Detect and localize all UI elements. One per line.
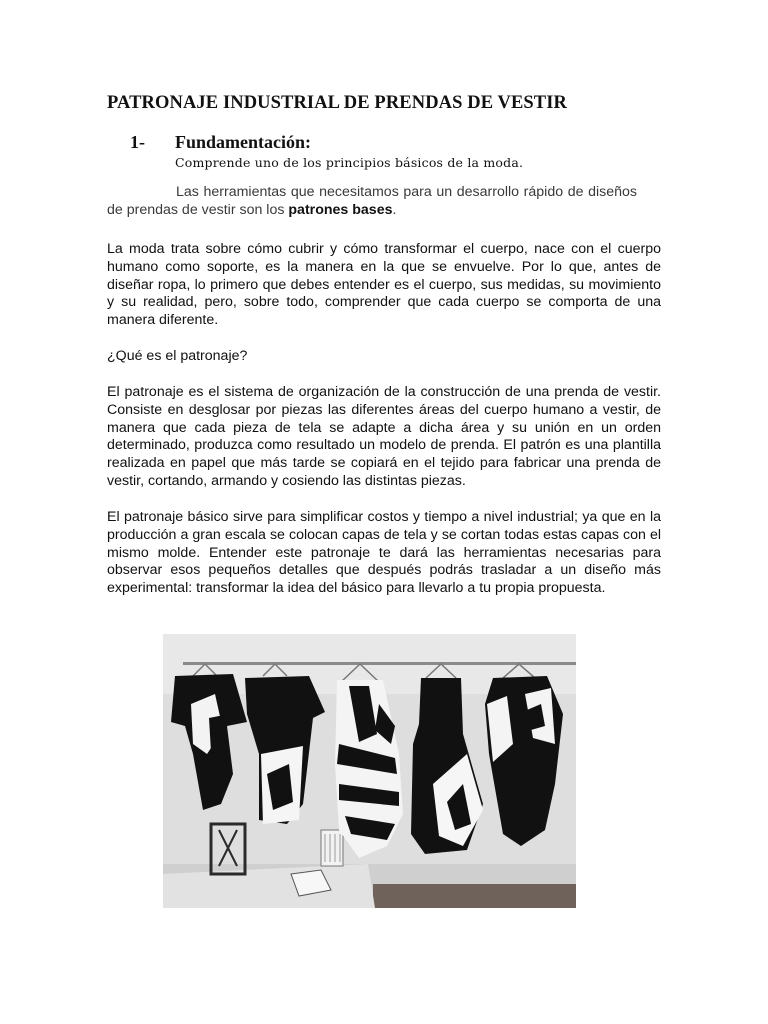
intro-bold-term: patrones bases xyxy=(288,202,393,218)
document-title: PATRONAJE INDUSTRIAL DE PRENDAS DE VESTIR xyxy=(107,93,568,113)
question-heading: ¿Qué es el patronaje? xyxy=(107,348,248,364)
body-paragraph: El patronaje básico sirve para simplificar costos y tiempo a nivel industrial; ya que en la producción a gran escala se colocan capas de tela y se cortan todas estas capas con el mismo molde. Entender este patronaje te dará las herramientas necesarias para observar esos pequeños detalles que después podrás trasladar a un diseño más experimental: transformar la idea del básico para llevarlo a tu propia propuesta. xyxy=(107,509,661,597)
body-paragraph: El patronaje es el sistema de organización de la construcción de una prenda de vestir. Consiste en desglosar por piezas las diferentes áreas del cuerpo humano a vestir, de manera que cada pieza de tela se adapte a dicha área y su unión en un orden determinado, produzca como resultado un modelo de prenda. El patrón es una plantilla realizada en papel que más tarde se copiará en el tejido para fabricar una prenda de vestir, cortando, armando y cosiendo las distintas piezas. xyxy=(107,384,661,489)
section-subtitle: Comprende uno de los principios básicos de la moda. xyxy=(175,155,524,170)
section-heading: Fundamentación: xyxy=(175,132,312,152)
intro-paragraph xyxy=(107,183,637,219)
section-number: 1- xyxy=(130,132,145,152)
body-paragraph: La moda trata sobre cómo cubrir y cómo transformar el cuerpo, nace con el cuerpo humano como soporte, es la manera en la que se envuelve. Por lo que, antes de diseñar ropa, lo primero que debes entender es el cuerpo, sus medidas, su movimiento y su realidad, pero, sobre todo, comprender que cada cuerpo se comporta de una manera diferente. xyxy=(107,241,661,329)
garments-photo xyxy=(163,634,576,908)
intro-text: Las herramientas que necesitamos para un desarrollo rápido de diseños de prendas de vestir son los xyxy=(107,184,637,218)
intro-text-end: . xyxy=(392,202,397,218)
